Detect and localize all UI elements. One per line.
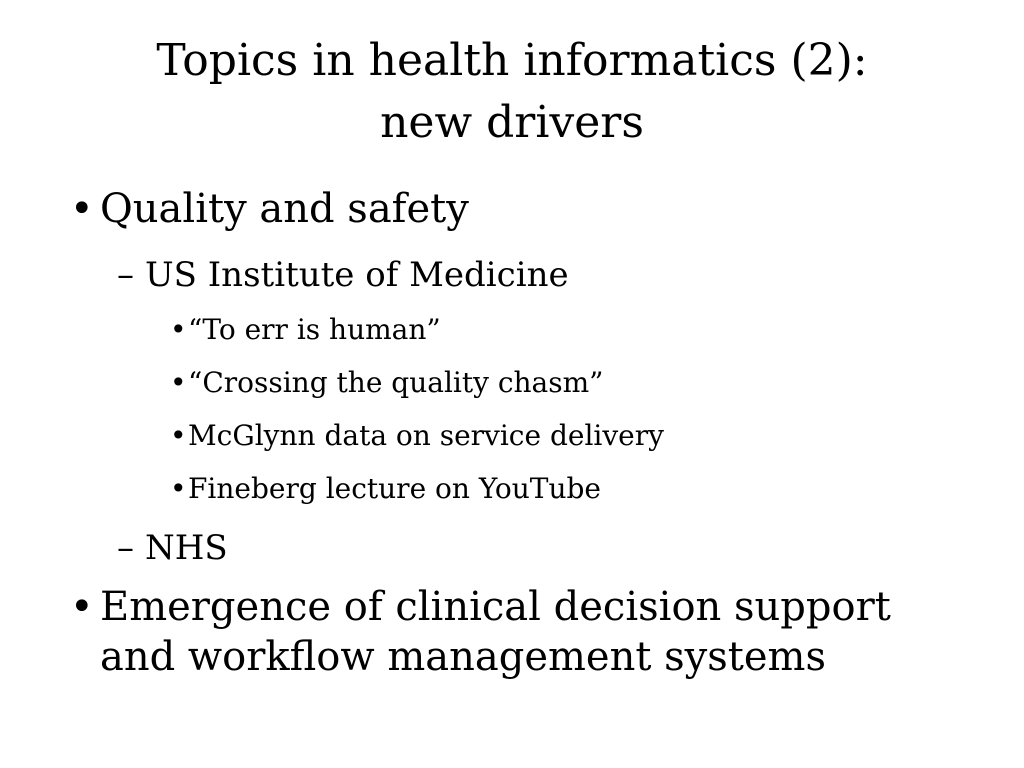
bullet-item-us-institute-of-medicine: US Institute of Medicine <box>145 255 569 295</box>
bullet-item-mcglynn-data: McGlynn data on service delivery <box>188 419 664 452</box>
dash-bullet-icon: – <box>117 528 134 568</box>
bullet-item-fineberg-lecture: Fineberg lecture on YouTube <box>188 472 601 505</box>
bullet-point-icon: • <box>170 313 187 346</box>
bullet-item-emergence-of-cds <box>100 582 891 682</box>
bullet-point-icon: • <box>170 419 187 452</box>
bullet-point-icon: • <box>170 366 187 399</box>
slide-title-line-2: new drivers <box>380 97 644 148</box>
bullet-point-icon: • <box>70 186 94 232</box>
slide-title-line-1: Topics in health informatics (2): <box>156 35 868 86</box>
bullet-item-nhs: NHS <box>145 528 228 568</box>
bullet-item-crossing-the-quality-chasm: “Crossing the quality chasm” <box>188 366 604 399</box>
bullet-item-to-err-is-human: “To err is human” <box>188 313 441 346</box>
bullet-item-quality-and-safety: Quality and safety <box>100 186 469 232</box>
bullet-item-emergence-line-2: and workflow management systems <box>100 634 826 680</box>
bullet-point-icon: • <box>70 584 94 630</box>
bullet-item-emergence-line-1: Emergence of clinical decision support <box>100 584 891 630</box>
dash-bullet-icon: – <box>117 255 134 295</box>
bullet-point-icon: • <box>170 472 187 505</box>
slide-title <box>0 30 1024 154</box>
